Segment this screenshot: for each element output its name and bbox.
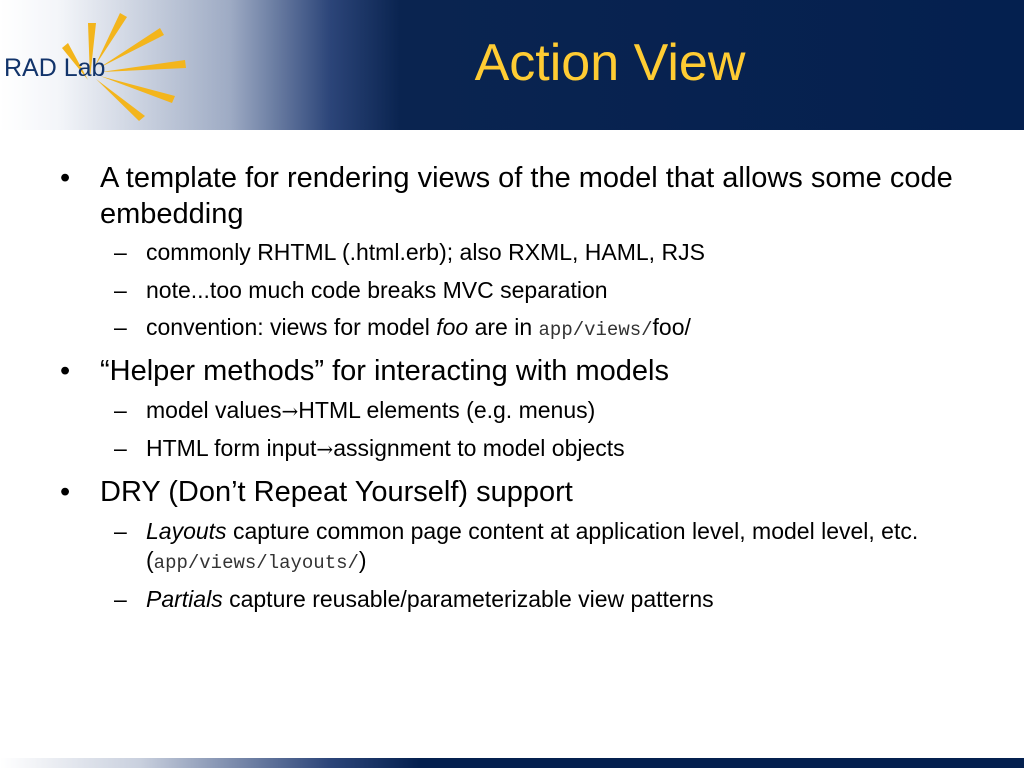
sub-bullet-rhtml [114,238,946,267]
sub-bullet-layouts [114,517,946,578]
sub-bullet-text: HTML elements (e.g. menus) [298,397,596,423]
slide-footer-bar [0,758,1024,768]
code-path: app/views/layouts/ [153,552,359,574]
right-arrow-icon: → [316,437,334,461]
bullet-marker: • [60,355,71,387]
right-arrow-icon: → [281,399,299,423]
partials-emphasis: Partials [146,586,223,612]
sub-bullet-text: note...too much code breaks MVC separation [146,277,608,303]
svg-text:RAD Lab: RAD Lab [4,54,106,82]
sub-bullet-marker: – [114,518,127,544]
bullet-marker: • [60,476,71,508]
bullet-text: “Helper methods” for interacting with models [100,355,669,387]
slide-title: Action View [474,34,746,92]
sub-bullet-marker: – [114,586,127,612]
sub-bullet-text: commonly RHTML (.html.erb); also RXML, HAML, RJS [146,239,705,265]
sub-bullet-partials [114,585,946,614]
bullet-helper-methods [60,353,960,389]
sub-bullet-marker: – [114,277,127,303]
sub-bullet-text: model values [146,397,282,423]
sub-bullet-text: capture common page content at application level, model level, etc. ( [146,518,919,573]
sub-bullet-text: convention: views for model [146,314,437,340]
bullet-dry-support [60,474,960,510]
sub-bullet-marker: – [114,239,127,265]
sub-bullet-convention [114,313,946,345]
code-path: app/views/ [538,319,653,341]
sub-bullet-text: are in [468,314,539,340]
model-name-emphasis: foo [436,314,469,340]
sub-bullet-mvc-note [114,276,946,305]
sub-bullet-text: foo/ [652,314,691,340]
sub-bullet-text: assignment to model objects [333,435,625,461]
bullet-template [60,160,960,232]
sub-bullet-marker: – [114,435,127,461]
sub-bullet-text: ) [358,547,367,573]
sub-bullet-marker: – [114,314,127,340]
sub-bullet-form-input [114,434,946,464]
bullet-marker: • [60,162,71,194]
sub-bullet-model-values [114,396,946,426]
sub-bullet-text: capture reusable/parameterizable view patterns [222,586,714,612]
sub-bullet-marker: – [114,397,127,423]
slide-header [0,0,1024,130]
sub-bullet-text: HTML form input [146,435,317,461]
bullet-text: A template for rendering views of the model that allows some code embedding [100,162,953,230]
layouts-emphasis: Layouts [146,518,227,544]
rad-lab-logo [0,8,215,123]
bullet-text: DRY (Don’t Repeat Yourself) support [100,476,573,508]
